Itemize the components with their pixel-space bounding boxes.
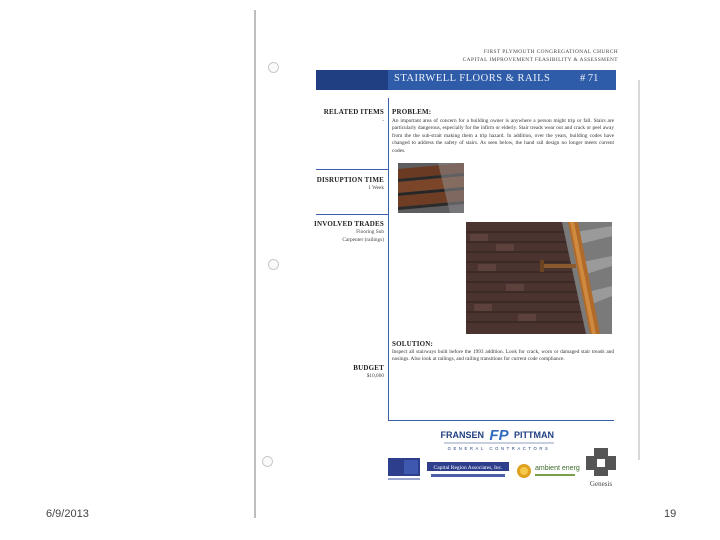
disruption-time-label: DISRUPTION TIME (316, 176, 384, 184)
header-church-name: FIRST PLYMOUTH CONGREGATIONAL CHURCH (483, 49, 618, 55)
problem-text: An important area of concern for a building owner is anywhere a person might trip or fall. Stairs are particularly dangerous, especially for the infirm or elderly. Stair treads wear out and crack or peel away from the the sub-strait making them a trip hazard. In addition, over the years, building codes have changed to address the safety of stairs. As seen below, the hand rail design no longer meets current codes. (392, 118, 614, 154)
logo-general-contractors-text: GENERAL CONTRACTORS (447, 446, 551, 451)
page-left-edge (254, 10, 256, 518)
binder-hole-top (268, 62, 279, 73)
problem-label: PROBLEM: (392, 108, 432, 116)
row-divider-1 (316, 169, 388, 170)
involved-trades-value-2: Carpenter (railings) (342, 237, 384, 243)
logo-fp-mark: FP (489, 427, 509, 444)
header-assessment-title: CAPITAL IMPROVEMENT FEASIBILITY & ASSESSMENT (462, 57, 618, 63)
slide-date: 6/9/2013 (46, 508, 89, 520)
solution-text: Inspect all stairways built before the 1993 addition. Look for crack, worn or damaged stair treads and nosings. Also look at railings, and railing transitions for current code compliance. (392, 349, 614, 363)
stair-treads-photo (398, 163, 464, 213)
budget-label: BUDGET (353, 364, 384, 372)
related-items-label: RELATED ITEMS (323, 108, 384, 116)
capital-region-text: Capital Region Associates, Inc. (433, 465, 503, 471)
involved-trades-label: INVOLVED TRADES (314, 220, 384, 228)
budget-value: $10,000 (366, 373, 384, 379)
page-right-edge (638, 80, 640, 460)
item-title: STAIRWELL FLOORS & RAILS (394, 73, 551, 84)
capital-region-associates-logo (427, 462, 509, 482)
related-items-value: - (382, 118, 384, 124)
solution-label: SOLUTION: (392, 340, 434, 348)
row-divider-2 (316, 214, 388, 215)
item-number: # 71 (580, 73, 599, 84)
column-divider (388, 98, 389, 420)
binder-hole-middle (268, 259, 279, 270)
ambient-energy-logo (514, 458, 580, 484)
footer-divider (388, 420, 614, 421)
partner-logo-square (388, 458, 420, 482)
binder-hole-bottom (262, 456, 273, 467)
logo-fransen-text: FRANSEN (440, 430, 484, 440)
handrail-brick-wall-photo (466, 222, 612, 334)
disruption-time-value: 1 Week (368, 185, 384, 191)
genesis-text: Genesis (589, 480, 613, 488)
genesis-logo (584, 448, 618, 488)
slide-number: 19 (664, 508, 677, 520)
ambient-energy-text: ambient energy (535, 465, 580, 472)
fransen-pittman-logo (440, 427, 558, 453)
involved-trades-value-1: Flooring Sub (356, 229, 384, 235)
logo-pittman-text: PITTMAN (514, 430, 554, 440)
